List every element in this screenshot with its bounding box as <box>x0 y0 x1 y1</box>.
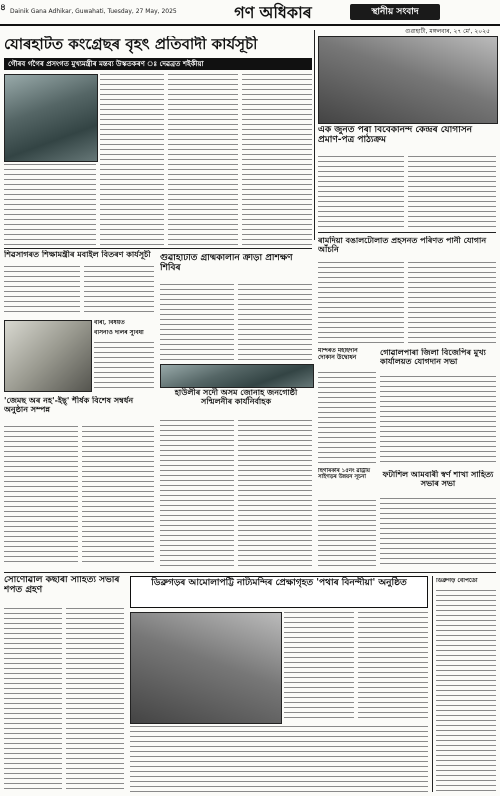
temple-text <box>318 372 376 464</box>
masthead-logo <box>218 0 328 24</box>
lead-text-col2 <box>168 74 238 246</box>
lead-subhead: গৌৰব গগৈৰ প্ৰসংগত মুখ্যমন্ত্ৰীৰ মন্তব্য উস্কতকৰণ ঃ দেৱব্ৰত শইকীয়া <box>4 58 312 70</box>
education-headline: শিৱসাগৰত শিক্ষামন্ত্ৰীৰ মবাইল বিতৰণ কাৰ্যসূচী <box>4 250 151 259</box>
yoga-headline: এক জুনত পৰা বিবেকানন্দ কেন্দ্ৰৰ যোগাসন প্ৰমাণ-পত্ৰ পাঠ্যক্ৰম <box>318 126 473 145</box>
sonowal-text-1 <box>4 608 62 792</box>
jonal-headline: হাউলীৰ সদৌ অসম জোনাহ জনগোষ্ঠী সন্মিলনীৰ কাৰ্যনিৰ্বাহক <box>174 388 298 406</box>
column-rule-main <box>314 30 315 240</box>
masthead-rule <box>0 24 500 26</box>
education-text-2 <box>84 266 154 316</box>
small-right-text <box>436 590 496 792</box>
sonowal-text-2 <box>66 608 124 792</box>
masthead-mid: অধিকাৰ <box>259 3 312 22</box>
camp-headline-1: বাৰী, বিষয়ত <box>94 320 125 326</box>
education-text <box>4 266 80 316</box>
lead-text-col1 <box>100 74 164 246</box>
water-text-1 <box>318 262 404 346</box>
camp-photo <box>4 320 92 392</box>
paper-line: Dainik Gana Adhikar, Guwahati, Tuesday, 27 May, 2025 <box>10 8 177 15</box>
kothiya-text <box>318 500 376 568</box>
yoga-text-col1 <box>318 156 404 230</box>
lead-photo <box>4 74 98 162</box>
lead-text-col3 <box>242 74 312 246</box>
yoga-photo <box>318 36 498 124</box>
lead-headline: যোৰহাটত কংগ্ৰেছৰ বৃহৎ প্ৰতিবাদী কাৰ্যসূচী <box>4 36 258 53</box>
sports-headline: গুৱাহাটীত গ্ৰীষ্মকালীন ক্ৰীড়া প্ৰশিক্ষণ শিবিৰ <box>160 254 293 273</box>
camp-headline-2: বাসনাও দলিৰ সুবিধা <box>94 330 144 336</box>
lead-text-col0 <box>4 164 96 246</box>
water-text-2 <box>408 262 496 346</box>
page-number: ৪ <box>0 3 6 13</box>
book-headline: 'জেমছ অৰ নহ'-ইছ্' শীৰ্ষক বিশেষ সম্বৰ্ধন অনুষ্ঠান সম্পন্ন <box>4 396 134 414</box>
water-headline: ৰামদিয়া বঙালটোলাত প্ৰহসনত পৰিণত পানী যোগান আঁচনি <box>318 236 487 254</box>
jonal-text-1 <box>160 420 234 570</box>
kothiya-headline: ছিগাৰকাৰ ১৫নং ৱাৰ্ড্ৰীয় সাইগড়ৰ উন্নয়ন সূচনা <box>318 468 371 481</box>
sports-text-2 <box>238 284 312 360</box>
bjp-headline: গোৱালপাৰা জিলা বিজেপিৰ মুখ্য কাৰ্যালয়ত যোগদান সভা <box>380 348 486 366</box>
column-rule-bottom <box>432 576 433 792</box>
book-text-2 <box>82 426 154 566</box>
jonal-photo <box>160 364 314 388</box>
masthead-left: গণ <box>234 3 255 22</box>
sahitya-headline: ফটাশিল আমবাৰী স্বৰ্ণ শাখা সাহিত্য সভাৰ সভা <box>382 470 494 488</box>
sahitya-text <box>380 498 496 568</box>
section-rule-2 <box>318 232 496 233</box>
drama-text-3 <box>130 726 428 792</box>
drama-headline: ডিব্ৰুগড়ৰ আমোলাপট্টি নাট্যমন্দিৰ প্ৰেক্ষাগৃহত 'পথাৰ বিনন্দীয়া' অনুষ্ঠিত <box>130 576 428 608</box>
section-rule-3 <box>4 572 496 573</box>
small-right-headline: ডিব্ৰুগড় বেপিডো <box>436 578 478 584</box>
section-rule-1 <box>4 248 312 249</box>
yoga-text-col2 <box>408 156 496 230</box>
sports-text-1 <box>160 284 234 360</box>
camp-text <box>94 342 154 390</box>
book-text-1 <box>4 426 78 566</box>
sonowal-headline: সোণোৱাল কছাৰী সাহিত্য সভাৰ শপত গ্ৰহণ <box>4 576 120 595</box>
bjp-text <box>380 376 496 464</box>
section-label: স্থানীয় সংবাদ <box>350 4 440 20</box>
drama-text-2 <box>358 612 428 722</box>
drama-photo <box>130 612 282 724</box>
drama-text-1 <box>284 612 354 722</box>
date-line: গুৱাহাটী, মঙ্গলবাৰ, ২৭ মে', ২০২৫ <box>405 28 490 35</box>
temple-headline: মন্দিৰত মহাইদান দোকান উদ্বোধন <box>318 348 358 361</box>
jonal-text-2 <box>238 420 312 570</box>
